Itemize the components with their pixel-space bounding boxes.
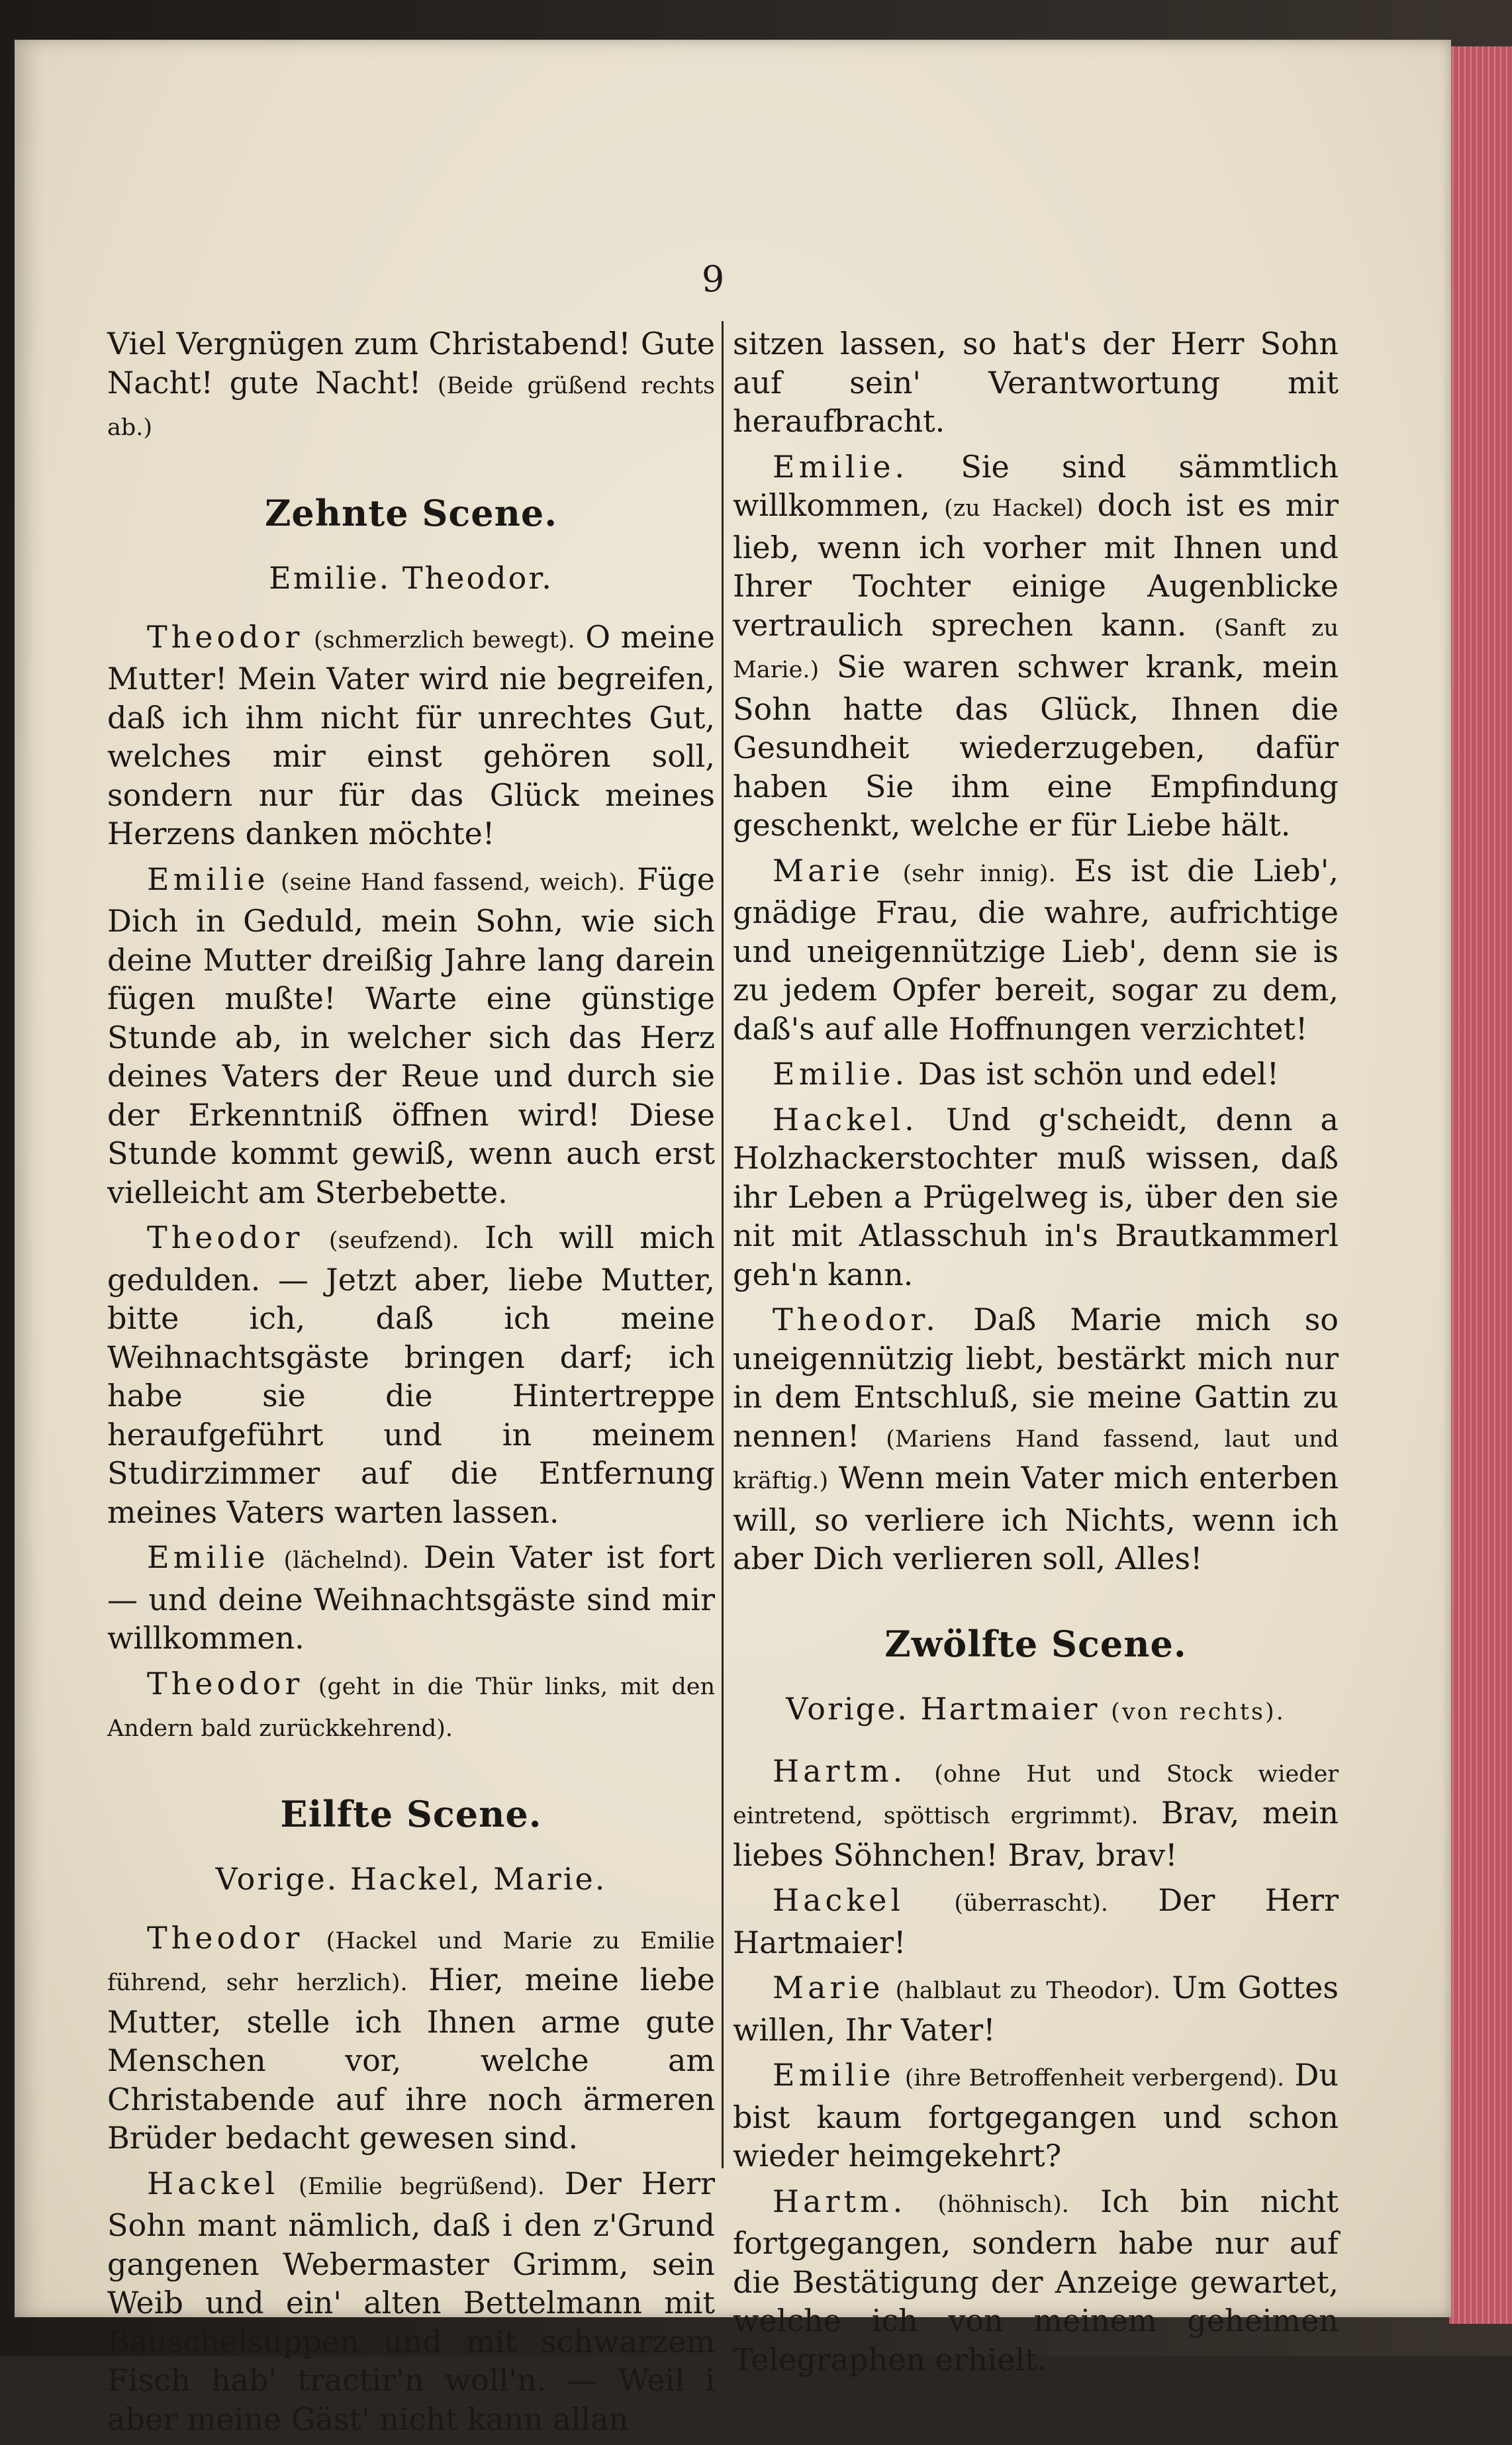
right-column bbox=[733, 324, 1339, 2385]
paragraph bbox=[107, 1919, 715, 2158]
dialogue-text: Du bist kaum fortgegangen und schon wieder heimgekehrt? bbox=[733, 2057, 1339, 2174]
speaker-name: Emilie bbox=[147, 861, 269, 897]
stage-direction: (seine Hand fassend, weich). bbox=[281, 869, 626, 896]
column-divider bbox=[722, 321, 724, 2168]
page-number: 9 bbox=[701, 258, 725, 300]
dialogue-text: Das ist schön und edel! bbox=[918, 1056, 1280, 1092]
stage-direction: (lächelnd). bbox=[283, 1547, 409, 1574]
paragraph bbox=[733, 324, 1339, 441]
scene-heading: Zehnte Scene. bbox=[264, 491, 558, 534]
speaker-name: Theodor bbox=[147, 1665, 304, 1702]
stage-direction: (seufzend). bbox=[328, 1227, 459, 1254]
paragraph bbox=[107, 860, 715, 1212]
dialogue-text: Der Herr Hartmaier! bbox=[733, 1882, 1339, 1960]
stage-direction: (zu Hackel) bbox=[944, 495, 1084, 522]
paragraph bbox=[107, 324, 715, 448]
dialogue-text: Viel Vergnügen zum Christabend! Gute Nacht! gute Nacht! bbox=[107, 326, 715, 401]
dialogue-text: Der Herr Sohn mant nämlich, daß i den z'Grund gangenen Webermaster Grimm, sein Weib und ein' alten Bettelmann mit Bäuschelsuppen und mit schwarzem Fisch hab' tractir'n woll'n. — Weil i aber meine Gäst' nicht kann allan bbox=[107, 2165, 716, 2437]
stage-direction: (sehr innig). bbox=[902, 860, 1056, 887]
scene-heading: Eilfte Scene. bbox=[280, 1792, 542, 1835]
speaker-name: Theodor bbox=[147, 1919, 304, 1956]
dialogue-text: Wenn mein Vater mich enterben will, so verliere ich Nichts, wenn ich aber Dich verlieren soll, Alles! bbox=[733, 1460, 1339, 1576]
dialogue-text: Daß Marie mich so uneigennützig liebt, bestärkt mich nur in dem Entschluß, sie meine Gattin zu nennen! bbox=[733, 1302, 1339, 1454]
dialogue-text: Dein Vater ist fort — und deine Weihnachtsgäste sind mir willkommen. bbox=[107, 1539, 715, 1656]
paragraph bbox=[107, 1664, 715, 1749]
stage-direction: (Mariens Hand fassend, laut und kräftig.) bbox=[733, 1425, 1339, 1494]
scene-cast-names: Vorige. Hartmaier bbox=[786, 1691, 1100, 1727]
stage-direction: (geht in die Thür links, mit den Andern bald zurückkehrend). bbox=[107, 1673, 715, 1742]
dialogue-text: sitzen lassen, so hat's der Herr Sohn auf sein' Verantwortung mit heraufbracht. bbox=[733, 326, 1339, 439]
speaker-name: Theodor. bbox=[773, 1302, 939, 1337]
paragraph bbox=[107, 2164, 715, 2439]
dialogue-text: Um Gottes willen, Ihr Vater! bbox=[733, 1970, 1339, 2048]
dialogue-text: Füge Dich in Geduld, mein Sohn, wie sich deine Mutter dreißig Jahre lang darein fügen mußte! Warte eine günstige Stunde ab, in welcher sich das Herz deines Vaters der Reue und durch sie der Erkenntniß öffnen wird! Diese Stunde kommt gewiß, wenn auch erst vielleicht am Sterbebette. bbox=[107, 861, 716, 1210]
dialogue-text: Ich bin nicht fortgegangen, sondern habe nur auf die Bestätigung der Anzeige gewartet, welche ich von meinem geheimen Telegraphen erhielt. bbox=[733, 2183, 1339, 2377]
paragraph bbox=[733, 448, 1339, 845]
scene-cast: Vorige. Hackel, Marie. bbox=[215, 1861, 607, 1897]
dialogue-text: Sie waren schwer krank, mein Sohn hatte das Glück, Ihnen die Gesundheit wiederzugeben, dafür haben Sie ihm eine Empfindung geschenkt, welche er für Liebe hält. bbox=[733, 649, 1339, 843]
stage-direction: (schmerzlich bewegt). bbox=[314, 626, 575, 653]
dialogue-text: Und g'scheidt, denn a Holzhackerstochter muß wissen, daß ihr Leben a Prügelweg is, über den sie nit mit Atlasschuh in's Brautkammerl geh'n kann. bbox=[733, 1101, 1339, 1292]
dialogue-text: Es ist die Lieb', gnädige Frau, die wahre, aufrichtige und uneigennützige Lieb', denn sie is zu jedem Opfer bereit, sogar zu dem, daß's auf alle Hoffnungen verzichtet! bbox=[733, 852, 1339, 1047]
paragraph bbox=[107, 1538, 715, 1658]
page-edge bbox=[1449, 46, 1512, 2324]
speaker-name: Emilie. bbox=[773, 448, 909, 485]
paragraph bbox=[107, 1218, 715, 1531]
dialogue-text: Ich will mich gedulden. — Jetzt aber, liebe Mutter, bitte ich, daß ich meine Weihnachtsgäste bringen darf; ich habe sie die Hintertreppe heraufgeführt und in meinem Studirzimmer auf die Entfernung meines Vaters warten lassen. bbox=[107, 1220, 715, 1530]
speaker-name: Theodor bbox=[147, 1220, 304, 1255]
stage-direction: (überrascht). bbox=[954, 1890, 1109, 1917]
speaker-name: Emilie. bbox=[773, 1056, 909, 1092]
paragraph bbox=[733, 2182, 1339, 2379]
paragraph bbox=[733, 1752, 1339, 1875]
speaker-name: Hackel. bbox=[773, 1101, 918, 1137]
book-page bbox=[15, 40, 1451, 2437]
stage-direction: (ohne Hut und Stock wieder eintretend, spöttisch ergrimmt). bbox=[733, 1760, 1339, 1829]
stage-direction: (Emilie begrüßend). bbox=[299, 2173, 545, 2200]
dialogue-text: Brav, mein liebes Söhnchen! Brav, brav! bbox=[733, 1795, 1339, 1873]
stage-direction: (ihre Betroffenheit verbergend). bbox=[904, 2065, 1285, 2091]
dialogue-text: O meine Mutter! Mein Vater wird nie begreifen, daß ich ihm nicht für unrechtes Gut, welches mir einst gehören soll, sondern nur für das Glück meines Herzens danken möchte! bbox=[107, 618, 715, 851]
stage-direction: (von rechts). bbox=[1111, 1699, 1286, 1725]
speaker-name: Marie bbox=[773, 852, 884, 888]
scene-cast: Emilie. Theodor. bbox=[269, 560, 553, 596]
dialogue-text: doch ist es mir lieb, wenn ich vorher mit Ihnen und Ihrer Tochter einige Augenblicke vertraulich sprechen kann. bbox=[733, 487, 1339, 643]
dialogue-text: Sie sind sämmtlich willkommen, bbox=[733, 448, 1339, 523]
speaker-name: Marie bbox=[773, 1970, 884, 2005]
dialogue-text: Hier, meine liebe Mutter, stelle ich Ihnen arme gute Menschen vor, welche am Christabende auf ihre noch ärmeren Brüder bedacht gewesen sind. bbox=[107, 1962, 715, 2156]
scene-heading: Zwölfte Scene. bbox=[884, 1622, 1187, 1665]
paragraph bbox=[733, 1881, 1339, 1962]
paragraph bbox=[733, 2056, 1339, 2176]
speaker-name: Theodor bbox=[147, 618, 304, 655]
paragraph bbox=[107, 618, 715, 853]
speaker-name: Emilie bbox=[773, 2057, 895, 2093]
paragraph bbox=[733, 1300, 1339, 1578]
speaker-name: Emilie bbox=[147, 1539, 269, 1575]
stage-direction: (Sanft zu Marie.) bbox=[733, 614, 1339, 683]
paragraph bbox=[733, 1100, 1339, 1294]
speaker-name: Hackel bbox=[147, 2165, 279, 2201]
stage-direction: (halblaut zu Theodor). bbox=[895, 1978, 1160, 2004]
left-column bbox=[107, 324, 715, 2445]
stage-direction: (höhnisch). bbox=[937, 2191, 1069, 2218]
paragraph bbox=[733, 851, 1339, 1049]
speaker-name: Hartm. bbox=[773, 1752, 907, 1789]
stage-direction: (Hackel und Marie zu Emilie führend, sehr herzlich). bbox=[107, 1927, 716, 1996]
stage-direction: (Beide grüßend rechts ab.) bbox=[107, 372, 716, 441]
speaker-name: Hackel bbox=[773, 1882, 905, 1918]
scene-cast bbox=[733, 1690, 1339, 1732]
speaker-name: Hartm. bbox=[773, 2183, 907, 2219]
paragraph bbox=[733, 1055, 1339, 1094]
paragraph bbox=[733, 1968, 1339, 2049]
